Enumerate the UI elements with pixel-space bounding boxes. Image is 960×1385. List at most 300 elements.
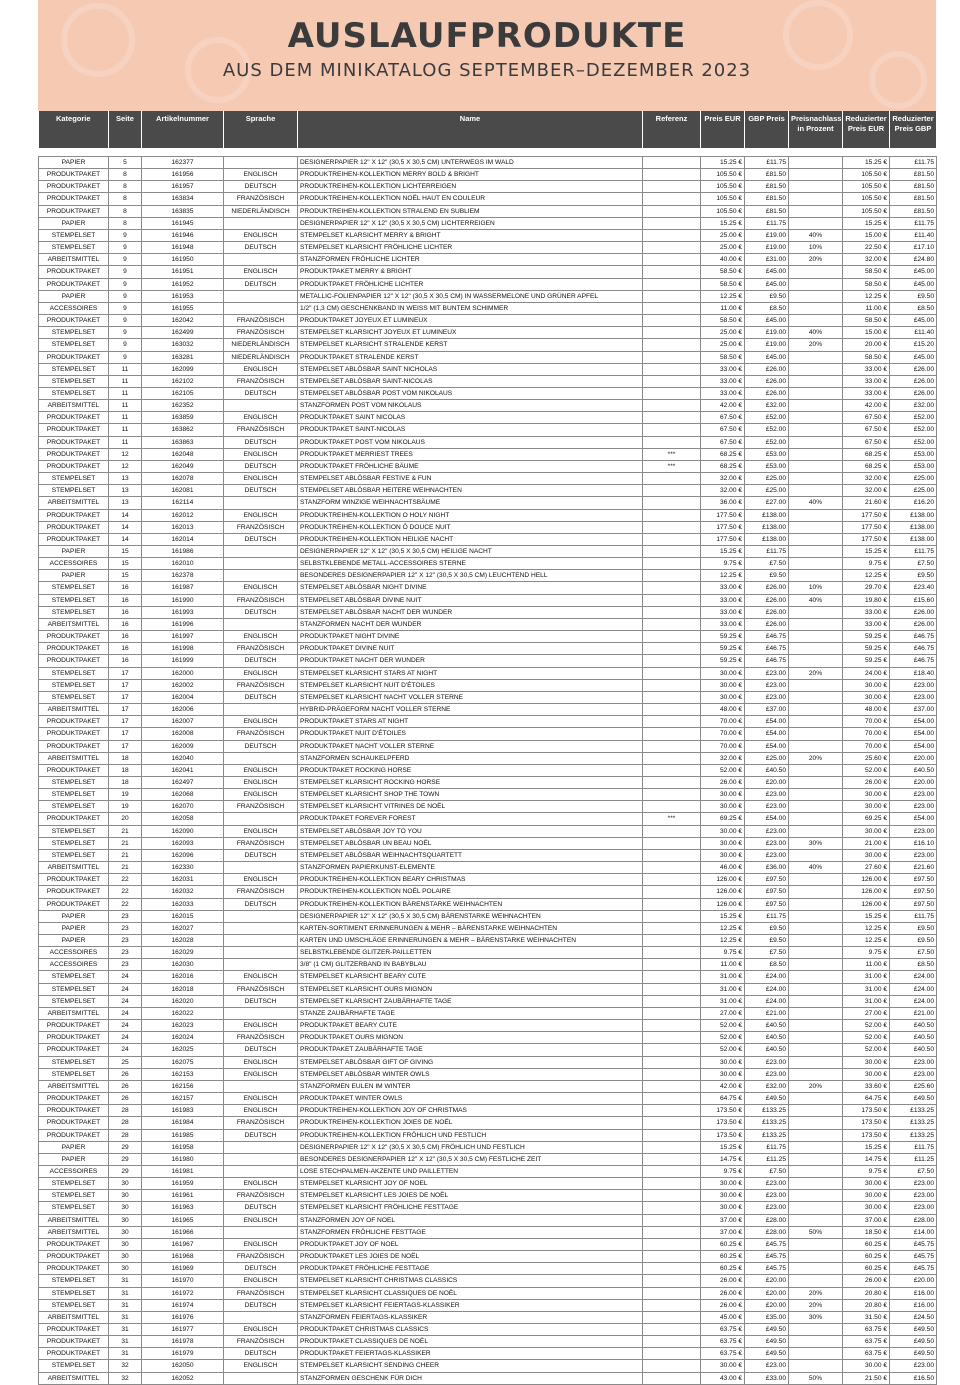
col-preisnachlass-cell [789,1032,843,1044]
col-gbp-preis-cell: £24.00 [745,983,789,995]
col-gbp-preis-cell: £133.25 [745,1129,789,1141]
table-row [39,1287,937,1299]
col-referenz-cell [643,1105,701,1117]
col-preisnachlass-cell [789,1044,843,1056]
col-kategorie-cell: STEMPELSET [39,995,109,1007]
col-sprache-cell: ENGLISCH [224,776,298,788]
col-seite-cell: 30 [109,1178,142,1190]
col-preisnachlass-cell [789,1238,843,1250]
col-reduziert-gbp-cell: £20.00 [890,776,937,788]
col-referenz-cell [643,473,701,485]
col-kategorie-cell: ACCESSOIRES [39,302,109,314]
col-referenz-cell [643,1372,701,1384]
col-preis-eur-cell: 177.50 € [701,533,745,545]
col-reduziert-gbp-cell: £46.75 [890,643,937,655]
col-preis-eur-cell: 31.00 € [701,971,745,983]
col-reduziert-gbp-cell: £21.60 [890,862,937,874]
table-row [39,1093,937,1105]
col-kategorie-cell: STEMPELSET [39,1056,109,1068]
col-reduziert-eur-cell: 9.75 € [843,558,890,570]
col-preisnachlass-cell [789,704,843,716]
col-preis-eur-cell: 68.25 € [701,460,745,472]
col-kategorie-cell: ACCESSOIRES [39,558,109,570]
col-artikelnummer-cell: 161963 [142,1202,224,1214]
col-gbp-preis-cell: £23.00 [745,667,789,679]
col-gbp-preis-cell: £19.00 [745,242,789,254]
col-sprache-cell: ENGLISCH [224,874,298,886]
col-seite-cell: 15 [109,546,142,558]
col-name-cell: PRODUKTPAKET NACHT DER WUNDER [298,655,643,667]
col-kategorie-cell: PRODUKTPAKET [39,351,109,363]
col-reduziert-eur-cell: 177.50 € [843,521,890,533]
col-reduziert-gbp-cell: £45.00 [890,266,937,278]
col-reduziert-eur-cell: 67.50 € [843,424,890,436]
col-sprache-cell: ENGLISCH [224,631,298,643]
table-row [39,436,937,448]
col-artikelnummer-cell: 162105 [142,387,224,399]
col-preisnachlass-cell [789,1117,843,1129]
col-kategorie-cell: STEMPELSET [39,327,109,339]
col-reduziert-eur-cell: 33.60 € [843,1080,890,1092]
col-preis-eur-cell: 31.00 € [701,995,745,1007]
col-gbp-preis-cell: £11.75 [745,546,789,558]
col-name-cell: PRODUKTPAKET SAINT NICOLAS [298,412,643,424]
col-reduziert-eur-cell: 173.50 € [843,1105,890,1117]
col-reduziert-gbp-cell: £53.00 [890,448,937,460]
col-reduziert-eur-cell: 20.80 € [843,1299,890,1311]
col-preisnachlass-cell [789,485,843,497]
table-row [39,691,937,703]
col-preis-eur-cell: 48.00 € [701,704,745,716]
col-sprache-cell: DEUTSCH [224,691,298,703]
col-gbp-preis-cell: £138.00 [745,521,789,533]
col-reduziert-eur-cell: 60.25 € [843,1263,890,1275]
col-gbp-preis-cell: £52.00 [745,412,789,424]
col-reduziert-eur-cell: 12.25 € [843,922,890,934]
col-seite-cell: 23 [109,959,142,971]
col-name-cell: PRODUKTPAKET ZAUBÄRHAFTE TAGE [298,1044,643,1056]
table-row [39,315,937,327]
col-gbp-preis-cell: £54.00 [745,728,789,740]
page-title: AUSLAUFPRODUKTE [287,16,687,56]
col-gbp-preis-cell: £23.00 [745,1178,789,1190]
col-preisnachlass-cell [789,278,843,290]
col-seite-cell: 31 [109,1299,142,1311]
col-sprache-cell: DEUTSCH [224,606,298,618]
col-preis-eur-cell: 14.75 € [701,1153,745,1165]
col-reduziert-eur-cell: 15.25 € [843,546,890,558]
table-row [39,290,937,302]
col-reduziert-eur-cell: 33.00 € [843,387,890,399]
col-gbp-preis-cell: £19.00 [745,327,789,339]
table-row [39,497,937,509]
col-reduziert-gbp-cell: £45.75 [890,1251,937,1263]
col-artikelnummer-cell: 161966 [142,1226,224,1238]
col-reduziert-eur-cell: 15.25 € [843,157,890,169]
col-sprache-cell: ENGLISCH [224,1275,298,1287]
col-artikelnummer-cell: 162050 [142,1360,224,1372]
col-preis-eur-cell: 70.00 € [701,716,745,728]
col-seite-cell: 24 [109,971,142,983]
col-seite-cell: 31 [109,1336,142,1348]
col-name-cell: PRODUKTPAKET ROCKING HORSE [298,764,643,776]
col-reduziert-eur-cell: 30.00 € [843,1056,890,1068]
col-kategorie-cell: PRODUKTPAKET [39,315,109,327]
col-reduziert-eur-cell: 105.50 € [843,181,890,193]
col-reduziert-gbp-cell: £97.50 [890,898,937,910]
col-reduziert-gbp-cell: £9.50 [890,290,937,302]
col-gbp-preis-cell: £23.00 [745,1190,789,1202]
col-artikelnummer-cell: 162008 [142,728,224,740]
col-referenz-cell [643,1117,701,1129]
col-reduziert-eur-header: Reduzierter Preis EUR [843,111,890,148]
col-gbp-preis-cell: £36.00 [745,862,789,874]
col-preis-eur-cell: 11.00 € [701,959,745,971]
col-reduziert-gbp-cell: £37.00 [890,704,937,716]
col-name-cell: PRODUKTPAKET FRÖHLICHE LICHTER [298,278,643,290]
col-preisnachlass-cell [789,959,843,971]
col-sprache-cell: DEUTSCH [224,1263,298,1275]
col-reduziert-eur-cell: 31.00 € [843,971,890,983]
col-seite-cell: 30 [109,1251,142,1263]
col-sprache-cell: ENGLISCH [224,764,298,776]
col-name-cell: PRODUKTPAKET CHRISTMAS CLASSICS [298,1324,643,1336]
col-reduziert-eur-cell: 21.60 € [843,497,890,509]
col-name-cell: STANZFORMEN FRÖHLICHE LICHTER [298,254,643,266]
col-kategorie-cell: STEMPELSET [39,971,109,983]
table-row [39,910,937,922]
col-preis-eur-cell: 9.75 € [701,1165,745,1177]
col-gbp-preis-cell: £11.25 [745,1153,789,1165]
col-kategorie-cell: ARBEITSMITTEL [39,1007,109,1019]
col-sprache-cell: FRANZÖSISCH [224,1032,298,1044]
col-seite-cell: 31 [109,1348,142,1360]
col-name-cell: BESONDERES DESIGNERPAPIER 12" X 12" (30,5 X 30,5 CM) LEUCHTEND HELL [298,570,643,582]
table-row [39,521,937,533]
col-seite-cell: 15 [109,558,142,570]
table-row [39,169,937,181]
col-name-cell: PRODUKTPAKET CLASSIQUES DE NOËL [298,1336,643,1348]
col-preisnachlass-cell: 10% [789,582,843,594]
col-referenz-cell [643,1056,701,1068]
col-referenz-cell [643,1336,701,1348]
col-kategorie-cell: PRODUKTPAKET [39,1020,109,1032]
col-preis-eur-cell: 9.75 € [701,558,745,570]
col-kategorie-cell: ARBEITSMITTEL [39,862,109,874]
col-name-cell: STEMPELSET ABLÖSBAR UN BEAU NOËL [298,837,643,849]
col-referenz-cell [643,558,701,570]
col-preisnachlass-cell [789,874,843,886]
spacer-cell [39,148,109,157]
col-gbp-preis-cell: £133.25 [745,1105,789,1117]
col-referenz-cell [643,315,701,327]
col-referenz-cell [643,1178,701,1190]
col-seite-cell: 30 [109,1238,142,1250]
col-gbp-preis-cell: £28.00 [745,1226,789,1238]
col-preisnachlass-cell [789,1202,843,1214]
col-kategorie-cell: ARBEITSMITTEL [39,752,109,764]
col-preisnachlass-cell [789,157,843,169]
col-preis-eur-cell: 59.25 € [701,643,745,655]
table-row [39,229,937,241]
col-preis-eur-cell: 52.00 € [701,1020,745,1032]
col-referenz-cell [643,886,701,898]
col-referenz-cell [643,229,701,241]
col-name-cell: SELBSTKLEBENDE METALL-ACCESSOIRES STERNE [298,558,643,570]
table-row [39,1105,937,1117]
col-name-cell: BESONDERES DESIGNERPAPIER 12" X 12" (30,5 X 30,5 CM) FESTLICHE ZEIT [298,1153,643,1165]
col-artikelnummer-cell: 161974 [142,1299,224,1311]
col-sprache-cell: FRANZÖSISCH [224,886,298,898]
col-reduziert-eur-cell: 11.00 € [843,302,890,314]
col-referenz-cell [643,716,701,728]
col-kategorie-cell: STEMPELSET [39,1190,109,1202]
col-sprache-cell: ENGLISCH [224,1105,298,1117]
col-sprache-cell [224,570,298,582]
col-preis-eur-cell: 58.50 € [701,266,745,278]
col-kategorie-cell: PRODUKTPAKET [39,643,109,655]
col-kategorie-header: Kategorie [39,111,109,148]
spacer-cell [298,148,643,157]
col-referenz-cell [643,631,701,643]
col-reduziert-gbp-cell: £11.25 [890,1153,937,1165]
col-name-cell: HYBRID-PRÄGEFORM NACHT VOLLER STERNE [298,704,643,716]
col-preisnachlass-cell: 20% [789,1299,843,1311]
col-kategorie-cell: PRODUKTPAKET [39,898,109,910]
col-reduziert-eur-cell: 27.00 € [843,1007,890,1019]
col-reduziert-eur-cell: 21.50 € [843,1372,890,1384]
col-sprache-cell: FRANZÖSISCH [224,424,298,436]
col-kategorie-cell: PRODUKTPAKET [39,412,109,424]
col-referenz-cell [643,1348,701,1360]
col-name-cell: PRODUKTREIHEN-KOLLEKTION Ô DOUCE NUIT [298,521,643,533]
spacer-cell [224,148,298,157]
col-preis-eur-cell: 52.00 € [701,1032,745,1044]
col-preisnachlass-cell: 20% [789,752,843,764]
table-row [39,266,937,278]
col-artikelnummer-cell: 161953 [142,290,224,302]
col-sprache-cell: ENGLISCH [224,1360,298,1372]
table-row [39,618,937,630]
col-reduziert-gbp-cell: £26.00 [890,387,937,399]
col-name-cell: STANZFORM WINZIGE WEIHNACHTSBÄUME [298,497,643,509]
col-gbp-preis-cell: £28.00 [745,1214,789,1226]
col-referenz-cell [643,509,701,521]
col-reduziert-gbp-cell: £9.50 [890,935,937,947]
col-artikelnummer-cell: 162090 [142,825,224,837]
col-gbp-preis-cell: £20.00 [745,776,789,788]
col-sprache-cell: ENGLISCH [224,667,298,679]
table-spacer-row [39,148,937,157]
col-artikelnummer-cell: 162081 [142,485,224,497]
col-kategorie-cell: STEMPELSET [39,983,109,995]
table-row [39,886,937,898]
col-gbp-preis-cell: £81.50 [745,181,789,193]
table-row [39,935,937,947]
col-reduziert-gbp-cell: £23.00 [890,1190,937,1202]
col-referenz-cell [643,533,701,545]
col-reduziert-eur-cell: 30.00 € [843,825,890,837]
col-preisnachlass-cell [789,1348,843,1360]
col-preis-eur-cell: 42.00 € [701,1080,745,1092]
col-reduziert-eur-cell: 52.00 € [843,1032,890,1044]
col-referenz-cell [643,825,701,837]
col-gbp-preis-cell: £23.00 [745,837,789,849]
col-seite-cell: 17 [109,728,142,740]
col-referenz-cell [643,546,701,558]
col-sprache-cell: DEUTSCH [224,387,298,399]
col-reduziert-eur-cell: 33.00 € [843,618,890,630]
col-kategorie-cell: STEMPELSET [39,1202,109,1214]
col-referenz-cell [643,1141,701,1153]
col-preisnachlass-cell [789,910,843,922]
col-sprache-cell: ENGLISCH [224,1238,298,1250]
col-preis-eur-cell: 30.00 € [701,837,745,849]
col-preis-eur-cell: 69.25 € [701,813,745,825]
col-preis-eur-cell: 31.00 € [701,983,745,995]
col-preisnachlass-cell [789,1056,843,1068]
col-gbp-preis-header: GBP Preis [745,111,789,148]
col-reduziert-gbp-cell: £21.00 [890,1007,937,1019]
col-reduziert-eur-cell: 69.25 € [843,813,890,825]
col-name-cell: DESIGNERPAPIER 12" X 12" (30,5 X 30,5 CM) LICHTERREIGEN [298,217,643,229]
col-sprache-cell: FRANZÖSISCH [224,1117,298,1129]
col-preisnachlass-cell: 30% [789,837,843,849]
col-artikelnummer-cell: 162002 [142,679,224,691]
col-reduziert-eur-cell: 14.75 € [843,1153,890,1165]
table-row [39,1117,937,1129]
col-name-cell: STEMPELSET KLARSICHT JOY OF NOEL [298,1178,643,1190]
col-preis-eur-cell: 30.00 € [701,691,745,703]
col-gbp-preis-cell: £46.75 [745,631,789,643]
col-sprache-cell [224,254,298,266]
col-preisnachlass-cell [789,521,843,533]
col-name-cell: PRODUKTPAKET FRÖHLICHE FESTTAGE [298,1263,643,1275]
col-name-cell: STANZFORMEN POST VOM NIKOLAUS [298,400,643,412]
col-reduziert-eur-cell: 52.00 € [843,1044,890,1056]
col-artikelnummer-cell: 161970 [142,1275,224,1287]
col-sprache-cell: NIEDERLÄNDISCH [224,205,298,217]
col-kategorie-cell: PRODUKTPAKET [39,169,109,181]
col-sprache-cell: DEUTSCH [224,1348,298,1360]
col-reduziert-gbp-cell: £25.60 [890,1080,937,1092]
col-artikelnummer-cell: 161986 [142,546,224,558]
col-preis-eur-cell: 9.75 € [701,947,745,959]
col-preisnachlass-cell [789,947,843,959]
table-row [39,375,937,387]
col-reduziert-gbp-cell: £23.00 [890,825,937,837]
col-artikelnummer-cell: 162028 [142,935,224,947]
table-row [39,1360,937,1372]
table-row [39,1141,937,1153]
col-preisnachlass-cell: 20% [789,254,843,266]
col-preis-eur-cell: 33.00 € [701,594,745,606]
col-sprache-cell: FRANZÖSISCH [224,327,298,339]
table-row [39,1263,937,1275]
col-reduziert-gbp-cell: £23.00 [890,849,937,861]
col-preis-eur-cell: 30.00 € [701,1360,745,1372]
col-name-cell: PRODUKTPAKET STRALENDE KERST [298,351,643,363]
col-artikelnummer-cell: 161946 [142,229,224,241]
col-seite-cell: 21 [109,849,142,861]
col-sprache-cell: FRANZÖSISCH [224,728,298,740]
col-sprache-cell: DEUTSCH [224,1129,298,1141]
col-preisnachlass-cell: 30% [789,1311,843,1323]
col-kategorie-cell: PRODUKTPAKET [39,448,109,460]
col-gbp-preis-cell: £45.00 [745,278,789,290]
col-reduziert-gbp-cell: £49.50 [890,1348,937,1360]
col-seite-cell: 9 [109,254,142,266]
col-referenz-cell [643,1153,701,1165]
col-reduziert-gbp-cell: £8.50 [890,302,937,314]
col-preisnachlass-cell [789,716,843,728]
table-row [39,1336,937,1348]
col-kategorie-cell: PRODUKTPAKET [39,1263,109,1275]
col-referenz-cell [643,740,701,752]
col-preis-eur-cell: 60.25 € [701,1238,745,1250]
col-seite-cell: 29 [109,1153,142,1165]
col-preis-eur-cell: 177.50 € [701,509,745,521]
table-row [39,631,937,643]
col-seite-cell: 24 [109,995,142,1007]
col-kategorie-cell: PRODUKTPAKET [39,1129,109,1141]
col-reduziert-eur-cell: 26.00 € [843,1275,890,1287]
col-preis-eur-cell: 59.25 € [701,631,745,643]
table-row [39,533,937,545]
col-preisnachlass-cell [789,412,843,424]
col-sprache-cell: FRANZÖSISCH [224,1190,298,1202]
col-reduziert-gbp-cell: £11.75 [890,1141,937,1153]
col-seite-cell: 22 [109,898,142,910]
col-preis-eur-cell: 25.00 € [701,327,745,339]
col-name-cell: PRODUKTREIHEN-KOLLEKTION FRÖHLICH UND FESTLICH [298,1129,643,1141]
col-gbp-preis-cell: £19.00 [745,339,789,351]
col-preisnachlass-cell [789,776,843,788]
table-row [39,667,937,679]
col-sprache-cell: ENGLISCH [224,716,298,728]
col-gbp-preis-cell: £11.75 [745,1141,789,1153]
col-kategorie-cell: STEMPELSET [39,242,109,254]
col-preis-eur-cell: 126.00 € [701,898,745,910]
col-reduziert-eur-cell: 27.60 € [843,862,890,874]
col-preis-eur-cell: 15.25 € [701,910,745,922]
col-gbp-preis-cell: £24.00 [745,995,789,1007]
col-preisnachlass-cell [789,789,843,801]
col-reduziert-gbp-cell: £25.00 [890,485,937,497]
col-preisnachlass-cell [789,217,843,229]
col-name-cell: STANZFORMEN FEIERTAGS-KLASSIKER [298,1311,643,1323]
col-artikelnummer-cell: 162041 [142,764,224,776]
col-reduziert-gbp-cell: £7.50 [890,558,937,570]
col-preis-eur-cell: 33.00 € [701,375,745,387]
col-preis-eur-cell: 12.25 € [701,935,745,947]
col-artikelnummer-cell: 161956 [142,169,224,181]
col-referenz-cell [643,910,701,922]
col-seite-cell: 23 [109,910,142,922]
col-kategorie-cell: ARBEITSMITTEL [39,1214,109,1226]
col-name-cell: PRODUKTREIHEN-KOLLEKTION MERRY BOLD & BRIGHT [298,169,643,181]
table-row [39,1324,937,1336]
table-row [39,1202,937,1214]
col-sprache-cell: DEUTSCH [224,278,298,290]
col-kategorie-cell: PAPIER [39,570,109,582]
col-name-cell: STANZFORMEN EULEN IM WINTER [298,1080,643,1092]
table-row [39,1044,937,1056]
col-seite-cell: 30 [109,1202,142,1214]
col-seite-cell: 17 [109,667,142,679]
col-gbp-preis-cell: £54.00 [745,813,789,825]
col-gbp-preis-cell: £25.00 [745,485,789,497]
